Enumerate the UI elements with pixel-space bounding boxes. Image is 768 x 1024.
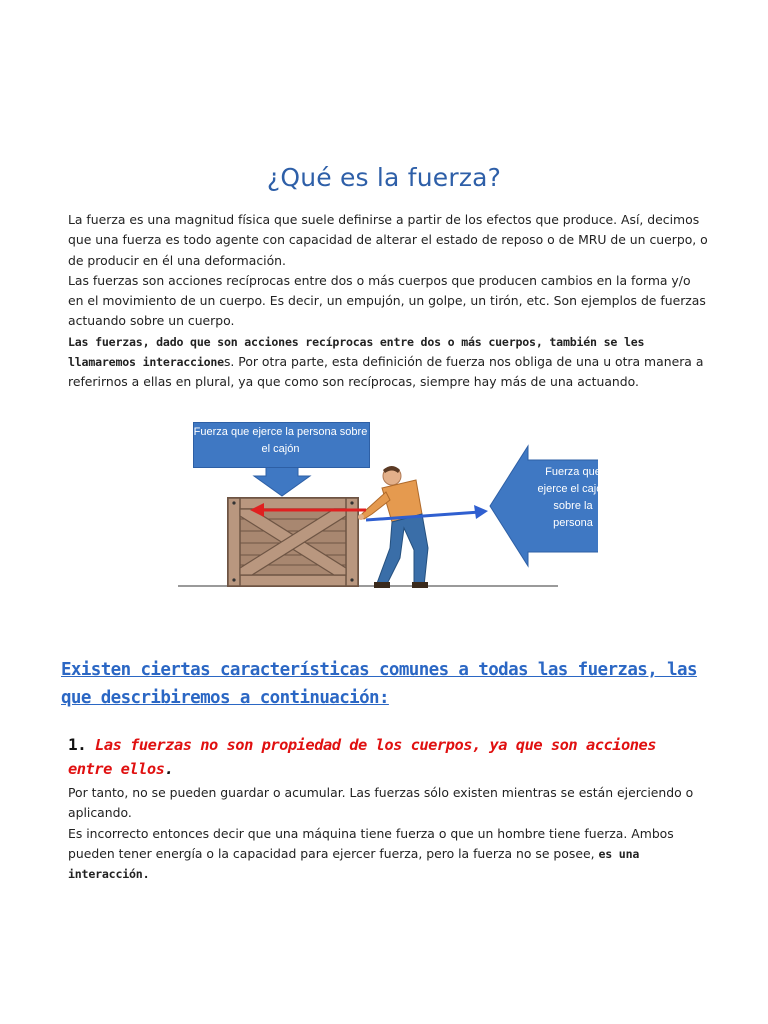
page-title: ¿Qué es la fuerza?: [266, 163, 502, 192]
point-heading-end: .: [164, 760, 174, 778]
callout-top-label: Fuerza que ejerce la persona sobre el cajón: [193, 426, 368, 455]
intro-bold-statement: Las fuerzas, dado que son acciones recíprocas entre dos o más cuerpos, también se les llamaremos interaccione: [68, 334, 645, 370]
point-number: 1.: [68, 735, 87, 754]
person-force-arrow: [366, 505, 488, 520]
callout-right-label: Fuerza que ejerce el cajón sobre la persona: [537, 466, 609, 529]
point-paragraph-2: [68, 824, 708, 885]
point-paragraph-1: Por tanto, no se pueden guardar o acumular. Las fuerzas sólo existen mientras se están ejerciendo o aplicando.: [68, 785, 694, 821]
section-heading: Existen ciertas características comunes a todas las fuerzas, las que describiremos a continuación:: [61, 660, 697, 708]
intro-rest-statement: s. Por otra parte, esta definición de fuerza nos obliga de una u otra manera a referirnos a ellas en plural, ya que como son recíprocas, siempre hay más de una actuando.: [68, 354, 704, 390]
intro-paragraph-definition: La fuerza es una magnitud física que suele definirse a partir de los efectos que produce. Así, decimos que una fuerza es todo agente con capacidad de alterar el estado de reposo o de MRU de un cuerpo, o de producir en él una deformación.: [68, 212, 708, 268]
intro-paragraph-interactions: [68, 332, 708, 393]
intro-text: [68, 210, 708, 393]
point-body: [68, 783, 708, 884]
point-paragraph-2-bold: es una interacción.: [68, 846, 640, 882]
force-illustration: [178, 418, 609, 598]
person-icon: [358, 466, 428, 588]
point-heading: [68, 733, 708, 781]
point-paragraph-2-text: Es incorrecto entonces decir que una máquina tiene fuerza o que un hombre tiene fuerza. Ambos pueden tener energía o la capacidad para ejercer fuerza, pero la fuerza no se posee,: [68, 825, 674, 861]
intro-paragraph-reciprocal: Las fuerzas son acciones recíprocas entre dos o más cuerpos que producen cambios en la forma y/o en el movimiento de un cuerpo. Es decir, un empujón, un golpe, un tirón, etc. Son ejemplos de fuerzas actuando sobre un cuerpo.: [68, 272, 706, 329]
point-heading-text: Las fuerzas no son propiedad de los cuerpos, ya que son acciones entre ellos: [68, 736, 657, 778]
callout-down-arrow: [254, 466, 310, 496]
